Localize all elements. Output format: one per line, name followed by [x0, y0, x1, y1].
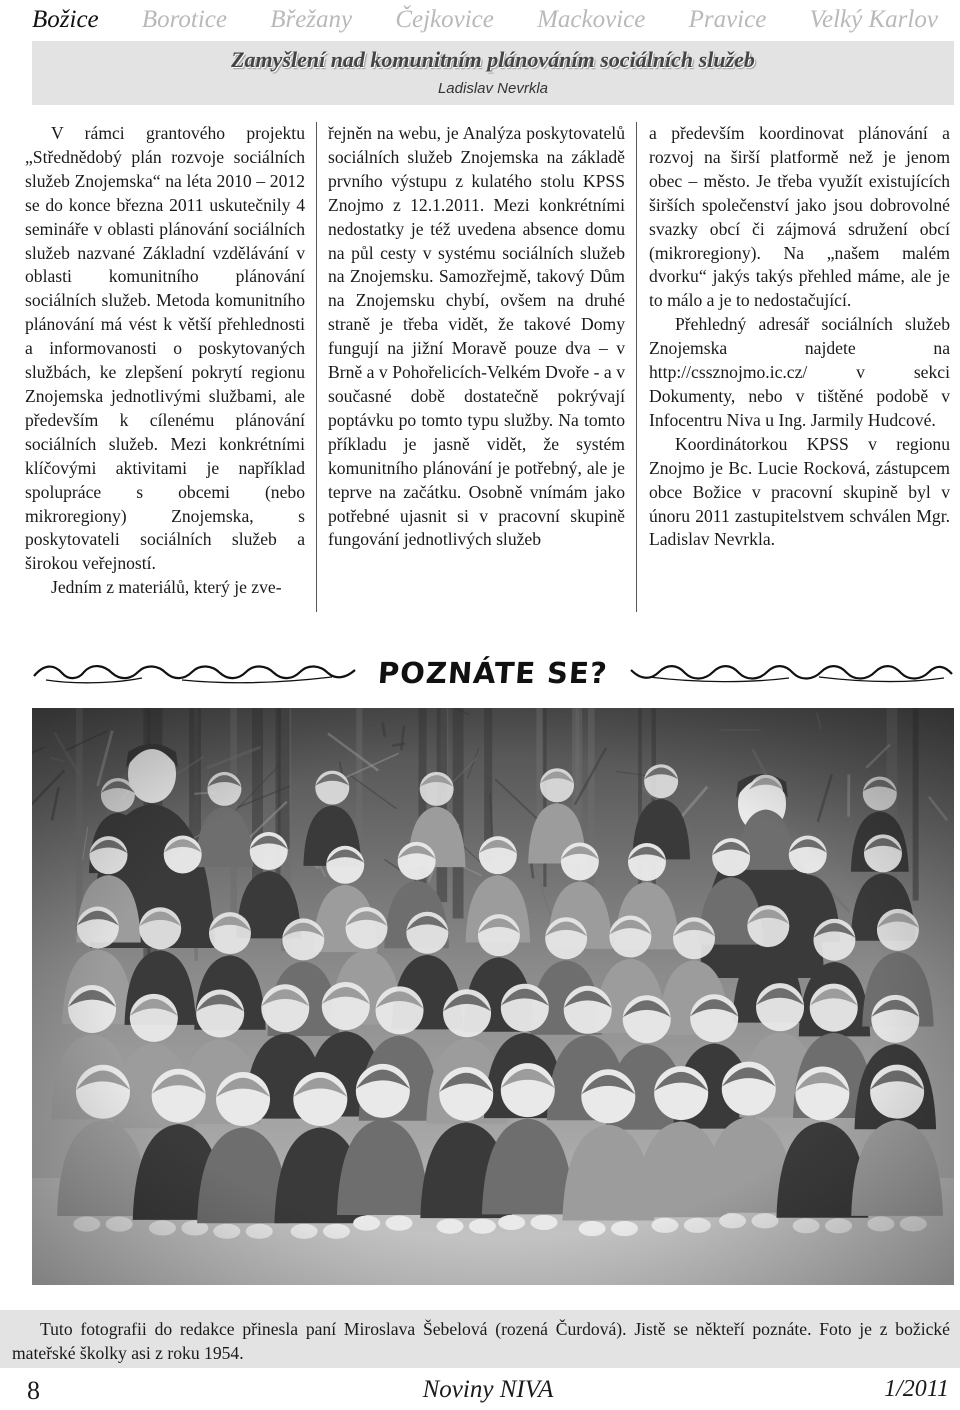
- article-author: Ladislav Nevrkla: [437, 80, 549, 97]
- issue-number: 1/2011: [884, 1376, 949, 1402]
- article-paragraph: Přehledný adresář sociálních služeb Znojemska najdete na http://cssznojmo.ic.cz/ v sekci Dokumenty, nebo v tištěné podobě v Infocentru Niva u Ing. Jarmily Hudcové.: [649, 314, 950, 430]
- article-body: [25, 122, 950, 612]
- article-paragraph: Koordinátorkou KPSS v regionu Znojmo je Bc. Lucie Rocková, zástupcem obce Božice v pracovní skupině byl v únoru 2011 zastupitelstvem schválen Mgr. Ladislav Nevrkla.: [649, 433, 950, 550]
- swirl-ornament-right: [629, 660, 954, 686]
- nav-village-pravice[interactable]: Pravice: [688, 6, 767, 33]
- section-title: POZNÁTE SE?: [376, 656, 609, 690]
- group-photo-image: [32, 708, 954, 1285]
- nav-village-cejkovice[interactable]: Čejkovice: [395, 6, 494, 33]
- nav-village-mackovice[interactable]: Mackovice: [537, 6, 646, 33]
- article-paragraph: Jedním z materiálů, který je zve-: [51, 577, 282, 598]
- nav-village-bozice[interactable]: Božice: [32, 6, 99, 33]
- article-column-1: [25, 122, 317, 612]
- page-footer: [27, 1376, 949, 1410]
- section-heading: [32, 650, 954, 696]
- swirl-ornament-left: [32, 660, 357, 686]
- article-column-2: [317, 122, 637, 612]
- article-title: Zamyšlení nad komunitním plánováním sociálních služeb: [231, 47, 755, 72]
- nav-village-brezany[interactable]: Břežany: [270, 6, 353, 33]
- article-header: [32, 41, 954, 105]
- nav-village-velky-karlov[interactable]: Velký Karlov: [809, 6, 938, 33]
- article-paragraph: V rámci grantového projektu „Střednědobý plán rozvoje sociálních služeb Znojemska“ na léta 2010 – 2012 se do konce března 2011 uskutečnily 4 semináře v oblasti plánování sociálních služeb nazvané Základní vzdělávání v oblasti komunitního plánování sociálních služeb. Metoda komunitního plánování má vést k větší přehlednosti a informovanosti o poskytovaných službách, ke zlepšení pokrytí regionu Znojemska jednotlivými službami, ale především k cílenému plánování sociálních služeb. Mezi konkrétními klíčovými aktivitami je například spolupráce s obcemi (nebo mikroregiony) Znojemska, s poskytovateli sociálních služeb a širokou veřejností.: [25, 123, 305, 574]
- publication-name: Noviny NIVA: [422, 1376, 554, 1403]
- village-nav: [0, 0, 960, 40]
- article-paragraph: řejněn na webu, je Analýza poskytovatelů sociálních služeb Znojemska na základě prvního výstupu z kulatého stolu KPSS Znojmo z 12.1.2011. Mezi konkrétními nedostatky je též uvedena absence domu na půl cesty v systému sociálních služeb na Znojemsku. Samozřejmě, takový Dům na Znojemsku chybí, ovšem na druhé straně je třeba vidět, že takové Domy fungují na jižní Moravě pouze dva – v Brně a v Pohořelicích-Velkém Dvoře - a v současné době dostatečně pokrývají poptávku po tomto typu služby. Na tomto příkladu je jasně vidět, že systém komunitního plánování je potřebný, ale je teprve na začátku. Osobně vnímám jako potřebné ujasnit si v pracovní skupině fungování jednotlivých služeb: [328, 123, 625, 550]
- photo-caption: Tuto fotografii do redakce přinesla paní Miroslava Šebelová (rozená Čurdová). Jistě se někteří poznáte. Foto je z božické mateřské školky asi z roku 1954.: [12, 1319, 950, 1363]
- photo-caption-box: [0, 1310, 960, 1368]
- page-number: 8: [27, 1376, 40, 1405]
- article-column-3: [637, 122, 950, 612]
- nav-village-borotice[interactable]: Borotice: [141, 6, 227, 33]
- group-photo: [32, 708, 954, 1285]
- article-paragraph: a především koordinovat plánování a rozvoj na širší platformě než je jenom obec – město. Je třeba využít existujících širších společenství jako jsou dobrovolné svazky obcí či zájmová sdružení obcí (mikroregiony). Na „našem malém dvorku“ jakýs takýs přehled máme, ale je to málo a je to nedostačující.: [649, 123, 950, 311]
